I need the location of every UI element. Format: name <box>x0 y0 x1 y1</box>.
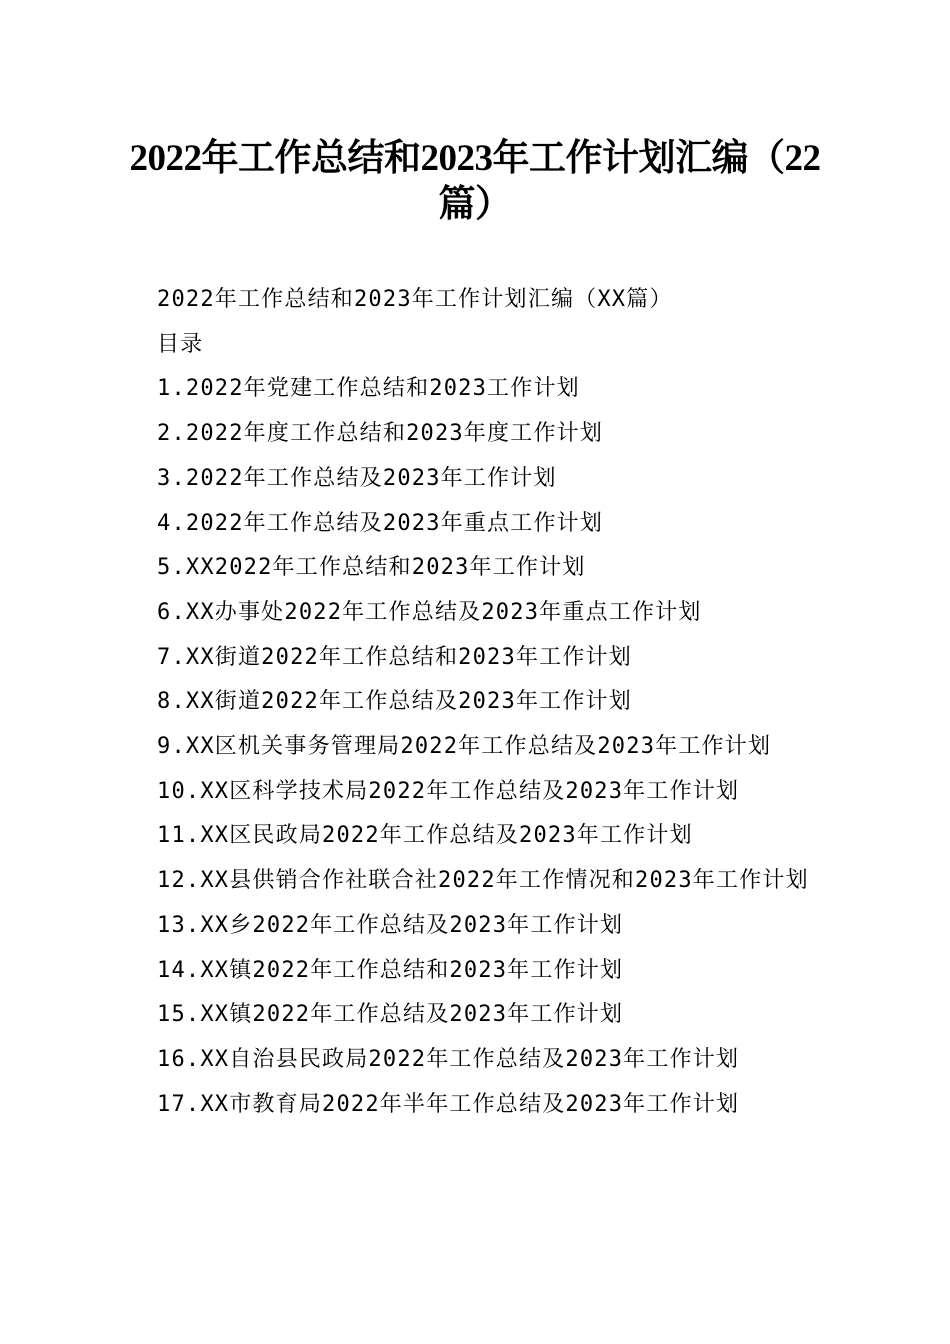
toc-item-16: 16.XX自治县民政局2022年工作总结及2023年工作计划 <box>157 1046 740 1072</box>
toc-item-17: 17.XX市教育局2022年半年工作总结及2023年工作计划 <box>157 1091 740 1117</box>
toc-item-5: 5.XX2022年工作总结和2023年工作计划 <box>157 555 586 581</box>
toc-item-7: 7.XX街道2022年工作总结和2023年工作计划 <box>157 644 632 670</box>
toc-item-11: 11.XX区民政局2022年工作总结及2023年工作计划 <box>157 823 693 849</box>
toc-item-6: 6.XX办事处2022年工作总结及2023年重点工作计划 <box>157 599 702 625</box>
toc-item-14: 14.XX镇2022年工作总结和2023年工作计划 <box>157 957 624 983</box>
toc-item-9: 9.XX区机关事务管理局2022年工作总结及2023年工作计划 <box>157 734 772 760</box>
document-title: 2022年工作总结和2023年工作计划汇编（22篇） <box>129 138 821 225</box>
toc-heading: 目录 <box>157 331 204 357</box>
document-body <box>120 278 825 1127</box>
toc-item-1: 1.2022年党建工作总结和2023工作计划 <box>157 376 580 402</box>
toc-item-10: 10.XX区科学技术局2022年工作总结及2023年工作计划 <box>157 778 740 804</box>
toc-item-13: 13.XX乡2022年工作总结及2023年工作计划 <box>157 912 624 938</box>
toc-item-8: 8.XX街道2022年工作总结及2023年工作计划 <box>157 689 632 715</box>
document-subtitle: 2022年工作总结和2023年工作计划汇编（XX篇） <box>157 287 673 312</box>
toc-item-15: 15.XX镇2022年工作总结及2023年工作计划 <box>157 1002 624 1028</box>
toc-item-2: 2.2022年度工作总结和2023年度工作计划 <box>157 421 604 447</box>
toc-item-12: 12.XX县供销合作社联合社2022年工作情况和2023年工作计划 <box>157 868 809 894</box>
toc-item-4: 4.2022年工作总结及2023年重点工作计划 <box>157 510 604 536</box>
toc-item-3: 3.2022年工作总结及2023年工作计划 <box>157 465 557 491</box>
